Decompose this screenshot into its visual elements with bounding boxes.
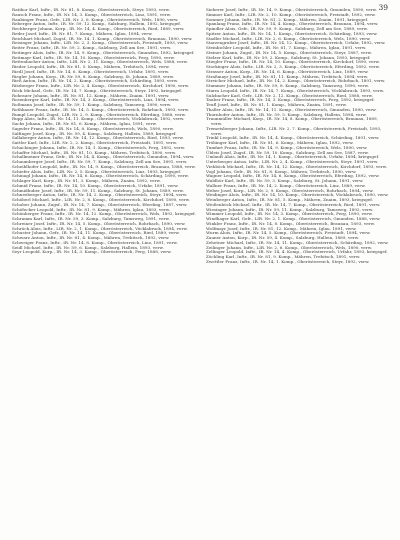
list-entry: Wimmer Leopold, Inftr., IR. Nr. 14, 3. Komp., Oberösterreich, Perg, 1890, verw. — [206, 211, 373, 217]
list-entry: Ratibor Karl, Inftr., IR. Nr. 81, 8. Komp., Oberösterreich, Steyr, 1893, verw. — [12, 8, 170, 12]
list-entry: Steiner Johann, Zugsf., IR. Nr. 14, 5. Komp., Oberösterreich, Steyr, 1887, verw. — [206, 49, 372, 55]
list-entry: Zehetner Michael, Inftr., IR. Nr. 14, 11. Komp., Oberösterreich, Schärding, 1892, verw. — [206, 239, 389, 245]
list-entry: Sommer Johann, Inftr., IR. Nr. 81, 2. Komp., Mähren, Znaim, 1891, kriegsgef. — [206, 16, 369, 22]
list-entry: Reberger Anton, Inftr., IR. Nr. 59, 12. Komp., Salzburg, Hallein, 1892, kriegsgef. — [12, 21, 182, 27]
list-entry: Stiegler Franz, Inftr., IR. Nr. 14, 10. Komp., Oberösterreich, Kirchdorf, 1890, verw. — [206, 59, 380, 65]
list-entry: Zellinger Leopold, Inftr., IR. Nr. 14, 4. Komp., Oberösterreich, Urfahr, 1893, kriegsgef. — [206, 249, 388, 255]
list-entry: Sulzbacher Karl, Gefr., LIR. Nr. 2, 12. Komp., Oberösterreich, Ried, 1888, verw. — [206, 92, 373, 98]
list-entry: Salfinger Josef, Korp., IR. Nr. 59, 4. Komp., Salzburg, Hallein, 1889, kriegsgef. — [12, 130, 177, 136]
list-entry: Schöberl Michael, Inftr., LIR. Nr. 2, 8. Komp., Oberösterreich, Kirchdorf, 1890, verw. — [12, 197, 190, 202]
list-entry: Schramm Karl, Inftr., IR. Nr. 59, 3. Komp., Salzburg, Tamsweg, 1891, verw. — [12, 216, 170, 221]
list-entry: Zwettler Franz, Inftr., IR. Nr. 14, 1. Komp., Oberösterreich, Steyr, 1892, verw. — [206, 258, 370, 264]
list-entry: Rechberger Johann, Korp., IR. Nr. 14, 4. Komp., Oberösterreich, Ried, 1889, verw. — [12, 26, 185, 31]
list-entry: Sallaberger Anton, Inftr., IR. Nr. 14, 12. Komp., Oberösterreich, Ried, 1893, verw. — [12, 135, 184, 141]
page-number: 39 — [378, 3, 388, 12]
list-entry: Umlauft Alois, Inftr., IR. Nr. 14, 1. Komp., Oberösterreich, Urfahr, 1894, kriegsgef. — [206, 154, 380, 160]
list-entry: Thurnhofer Anton, Inftr., IR. Nr. 59, 5. Komp., Salzburg, Hallein, 1894, verw. — [206, 111, 367, 117]
list-entry: Reder Josef, Inftr., IR. Nr. 81, 7. Komp., Mähren, Iglau, 1894, verw. — [12, 30, 153, 36]
list-entry: Schiefer Alois, Inftr., LIR. Nr. 2, 5. Komp., Oberösterreich, Linz, 1893, kriegsgef. — [12, 168, 182, 174]
list-entry: Weinberger Anton, Inftr., IR. Nr. 81, 5. Komp., Mähren, Znaim, 1893, kriegsgef. — [206, 197, 373, 202]
list-entry: Ritzberger Franz, Inftr., LIR. Nr. 2, 4. Komp., Oberösterreich, Kirchdorf, 1890, verw. — [12, 83, 190, 88]
list-entry: Riedl Josef, Inftr., IR. Nr. 14, 6. Komp., Oberösterreich, Urfahr, 1891, verw. — [12, 68, 170, 74]
list-entry: Waldhör Karl, Inftr., IR. Nr. 59, 3. Komp., Salzburg, St. Johann, 1891, verw. — [206, 178, 364, 183]
list-entry: Reichhart Michael, Zugsf., IR. Nr. 14, 1. Komp., Oberösterreich, Braunau, 1890, verw. — [12, 35, 193, 41]
list-entry: Schmidhuber Josef, Inftr., IR. Nr. 59, 11. Komp., Salzburg, St. Johann, 1889, verw. — [12, 187, 184, 193]
list-entry: Spindler Alois, Gefr., IR. Nr. 59, 9. Komp., Salzburg, Zell am See, 1889, verw. — [206, 26, 368, 31]
list-entry: Roßmann Josef, Inftr., IR. Nr. 59, 1. Komp., Salzburg, Tamsweg, 1890, verw. — [12, 102, 172, 107]
list-entry: Wagner Leopold, Inftr., IR. Nr. 14, 6. Komp., Oberösterreich, Eferding, 1892, verw. — [206, 173, 380, 179]
list-entry: Weidinger Alois, Inftr., IR. Nr. 14, 10. Komp., Oberösterreich, Vöcklabruck, 1890, verw. — [206, 192, 389, 198]
list-entry: Wiesinger Johann, Inftr., IR. Nr. 59, 11. Komp., Salzburg, Tamsweg, 1892, verw. — [206, 206, 374, 212]
list-entry: Tremetsberger Johann, Inftr., LIR. Nr. 2, 7. Komp., Oberösterreich, Freistadt, 1893, verw. — [206, 125, 382, 136]
list-entry: Sturm Leopold, Inftr., IR. Nr. 14, 7. Komp., Oberösterreich, Vöcklabruck, 1893, verw. — [206, 87, 385, 93]
list-entry: Tröbinger Karl, Inftr., IR. Nr. 81, 6. Komp., Mähren, Iglau, 1892, verw. — [206, 140, 354, 145]
right-column — [206, 8, 390, 536]
list-entry: Zöchling Karl, Inftr., IR. Nr. 81, 9. Komp., Mähren, Trebitsch, 1891, verw. — [206, 254, 361, 259]
list-entry: Sattler Karl, Inftr., LIR. Nr. 2, 2. Komp., Oberösterreich, Freistadt, 1891, verw. — [12, 140, 178, 145]
list-entry: Zeilinger Johann, Inftr., LIR. Nr. 2, 6. Komp., Oberösterreich, Wels, 1890, verw. — [206, 244, 373, 250]
list-entry: Stummer Johann, Inftr., IR. Nr. 59, 8. Komp., Salzburg, Tamsweg, 1890, verw. — [206, 83, 369, 88]
list-entry: Schweiger Franz, Inftr., IR. Nr. 14, 8. Komp., Oberösterreich, Linz, 1891, verw. — [12, 239, 178, 245]
list-entry: Stelzer Karl, Inftr., IR. Nr. 59, 2. Komp., Salzburg, St. Johann, 1893, kriegsgef. — [206, 54, 371, 60]
list-entry: Wallner Franz, Inftr., IR. Nr. 14, 2. Komp., Oberösterreich, Linz, 1889, verw. — [206, 182, 366, 188]
list-entry: Schmid Franz, Inftr., IR. Nr. 14, 10. Komp., Oberösterreich, Urfahr, 1891, verw. — [12, 182, 179, 188]
list-entry: Stadler Michael, Inftr., LIR. Nr. 2, 6. Komp., Oberösterreich, Wels, 1890, verw. — [206, 35, 371, 41]
list-entry: Winkler Franz, Inftr., IR. Nr. 14, 8. Komp., Oberösterreich, Braunau, 1893, verw. — [206, 220, 376, 226]
text-columns — [12, 6, 390, 536]
list-entry: Röck Michael, Gefr., IR. Nr. 14, 7. Komp., Oberösterreich, Steyr, 1892, kriegsgef. — [12, 87, 183, 93]
list-entry: Übleis Josef, Zugsf., IR. Nr. 59, 10. Komp., Salzburg, Zell am See, 1887, verw. — [206, 149, 369, 155]
list-entry: Schaffer Michael, Inftr., IR. Nr. 81, 10. Komp., Mähren, Trebitsch, 1890, verw. — [12, 149, 177, 155]
list-entry: Wolfmayr Josef, Inftr., IR. Nr. 81, 12. Komp., Mähren, Iglau, 1891, verw. — [206, 225, 357, 231]
list-entry: Reiter Franz, Inftr., IR. Nr. 59, 2. Komp., Salzburg, Zell am See, 1891, verw. — [12, 45, 172, 50]
list-entry: Rausch Franz, Inftr., IR. Nr. 14, 3. Komp., Oberösterreich, Linz, 1891, verw. — [12, 11, 172, 17]
list-entry: Sachs Johann, Inftr., IR. Nr. 81, 6. Komp., Mähren, Iglau, 1891, verw. — [12, 121, 157, 126]
list-entry: Viehböck Michael, Inftr., IR. Nr. 14, 12. Komp., Oberösterreich, Kirchdorf, 1893, verw. — [206, 163, 388, 169]
list-entry: Rothbauer Franz, Inftr., IR. Nr. 14, 5. Komp., Oberösterreich, Rohrbach, 1893, verw. — [12, 106, 190, 112]
list-entry: Steinbichler Leopold, Inftr., IR. Nr. 81, 7. Komp., Mähren, Iglau, 1891, verw. — [206, 45, 367, 50]
list-entry: Vogl Johann, Gefr., IR. Nr. 81, 8. Komp., Mähren, Trebitsch, 1890, verw. — [206, 168, 357, 174]
list-entry: Rieß Anton, Inftr., IR. Nr. 14, 2. Komp., Oberösterreich, Schärding, 1893, verw. — [12, 78, 179, 84]
list-entry: Raubinger Franz, Gefr., LIR. Nr. 2, 6. Komp., Oberösterreich, Wels, 1890, verw. — [12, 16, 179, 22]
list-entry: Weißenböck Michael, Inftr., IR. Nr. 14, 7. Komp., Oberösterreich, Ried, 1891, verw. — [206, 201, 381, 207]
list-entry: Schöfecker Leopold, Inftr., IR. Nr. 81, 9. Komp., Mähren, Iglau, 1893, verw. — [12, 206, 171, 212]
list-entry: Rieder Leopold, Inftr., IR. Nr. 81, 5. Komp., Mähren, Trebitsch, 1894, verw. — [12, 64, 170, 69]
list-entry: Schröck Alois, Inftr., LIR. Nr. 2, 1. Komp., Oberösterreich, Vöcklabruck, 1894, verw. — [12, 225, 188, 231]
list-entry: Wurm Alois, Inftr., IR. Nr. 14, 5. Komp., Oberösterreich, Freistadt, 1894, verw. — [206, 230, 371, 236]
list-entry: Weber Josef, Korp., LIR. Nr. 2, 9. Komp., Oberösterreich, Rohrbach, 1894, verw. — [206, 187, 374, 193]
list-entry: Starzengruber Josef, Inftr., IR. Nr. 14, 12. Komp., Oberösterreich, Urfahr, 1892, verw. — [206, 40, 386, 46]
list-entry: Rohrauer Johann, Inftr., IR. Nr. 81, 12. Komp., Mähren, Znaim, 1891, verw. — [12, 92, 170, 98]
list-entry: Tumfart Franz, Inftr., IR. Nr. 14, 9. Komp., Oberösterreich, Wels, 1890, verw. — [206, 144, 368, 150]
list-entry: Simmer Karl, Inftr., LIR. Nr. 2, 10. Komp., Oberösterreich, Freistadt, 1892, verw. — [206, 11, 376, 17]
list-entry: Windhager Karl, Gefr., LIR. Nr. 2, 1. Komp., Oberösterreich, Gmunden, 1888, verw. — [206, 216, 381, 221]
list-entry: Stockinger Alois, Inftr., LIR. Nr. 2, 3. Komp., Oberösterreich, Eferding, 1892, verw. — [206, 64, 381, 69]
list-entry: Schachinger Johann, Inftr., IR. Nr. 14, 1. Komp., Oberösterreich, Perg, 1892, verw. — [12, 144, 186, 150]
list-entry: Rumpl Leopold, Zugsf., LIR. Nr. 2, 9. Komp., Oberösterreich, Eferding, 1888, verw. — [12, 111, 186, 117]
list-entry: Zauner Anton, Korp., IR. Nr. 59, 4. Komp., Salzburg, Hallein, 1889, verw. — [206, 235, 360, 240]
list-entry: Seyr Leopold, Korp., IR. Nr. 14, 3. Komp., Oberösterreich, Perg, 1888, verw. — [12, 249, 172, 255]
list-entry: Schuster Johann, Gefr., IR. Nr. 14, 11. Komp., Oberösterreich, Ried, 1889, verw. — [12, 230, 180, 236]
left-column — [12, 8, 196, 536]
list-entry: Schinagl Johann, Inftr., IR. Nr. 14, 6. Komp., Oberösterreich, Schärding, 1890, verw. — [12, 173, 189, 179]
list-entry: Rosenberger Karl, Inftr., IR. Nr. 14, 3. Komp., Oberösterreich, Linz, 1894, verw. — [12, 97, 180, 103]
list-entry: Rettenbacher Anton, Inftr., LIR. Nr. 2, 11. Komp., Oberösterreich, Wels, 1888, verw. — [12, 59, 189, 65]
list-entry: Traunmüller Michael, Korp., IR. Nr. 14, 8. Komp., Oberösterreich, Braunau, 1889, verw. — [206, 116, 378, 126]
list-entry: Sageder Franz, Inftr., IR. Nr. 14, 8. Komp., Oberösterreich, Wels, 1890, verw. — [12, 125, 174, 131]
list-entry: Sieberer Josef, Inftr., IR. Nr. 14, 9. Komp., Oberösterreich, Gmunden, 1890, verw. — [206, 8, 378, 12]
list-entry: Teufl Josef, Inftr., IR. Nr. 81, 1. Komp., Mähren, Znaim, 1891, verw. — [206, 102, 347, 107]
list-entry: Trinkl Leopold, Inftr., IR. Nr. 14, 4. Komp., Oberösterreich, Schärding, 1891, verw. — [206, 135, 380, 141]
list-entry: Reitinger Alois, Inftr., IR. Nr. 14, 9. Komp., Oberösterreich, Gmunden, 1892, kriegsgef. — [12, 49, 195, 55]
list-entry: Schaumberger Josef, Inftr., IR. Nr. 59, 7. Komp., Salzburg, Zell am See, 1891, verw. — [12, 159, 188, 164]
list-entry: Spitzer Anton, Inftr., IR. Nr. 14, 1. Komp., Oberösterreich, Schärding, 1893, verw. — [206, 30, 378, 36]
list-entry: Unterberger Anton, Inftr., LIR. Nr. 2, 4. Komp., Oberösterreich, Steyr, 1891, verw. — [206, 159, 379, 164]
list-entry: Reisinger Johann, Inftr., LIR. Nr. 2, 3. Komp., Oberösterreich, Freistadt, 1893, verw. — [12, 40, 189, 46]
list-entry: Schober Johann, Zugsf., IR. Nr. 14, 7. Komp., Oberösterreich, Eferding, 1887, verw. — [12, 201, 188, 207]
list-entry: Schönberger Franz, Inftr., IR. Nr. 14, 12. Komp., Oberösterreich, Wels, 1892, kriegsgef. — [12, 211, 196, 217]
list-entry: Strasser Anton, Korp., IR. Nr. 14, 6. Komp., Oberösterreich, Linz, 1889, verw. — [206, 68, 369, 74]
list-entry: Straßmayr Josef, Inftr., IR. Nr. 81, 11. Komp., Mähren, Trebitsch, 1894, verw. — [206, 73, 369, 79]
list-entry: Rupp Alois, Inftr., IR. Nr. 14, 11. Komp., Oberösterreich, Vöcklabruck, 1892, verw. — [12, 116, 185, 122]
list-entry: Tauber Franz, Inftr., IR. Nr. 14, 3. Komp., Oberösterreich, Perg, 1892, kriegsgef. — [206, 97, 375, 103]
list-entry: Spanlang Franz, Inftr., IR. Nr. 14, 4. Komp., Oberösterreich, Braunau, 1894, verw. — [206, 21, 379, 27]
list-entry: Scheiblhofer Leopold, Inftr., IR. Nr. 14, 9. Komp., Oberösterreich, Braunau, 1888, verw. — [12, 163, 196, 169]
list-entry: Schneeberger Anton, Inftr., IR. Nr. 14, 2. Komp., Oberösterreich, Steyr, 1894, verw. — [12, 192, 188, 198]
list-entry: Seidl Michael, Inftr., IR. Nr. 59, 6. Komp., Salzburg, Hallein, 1893, verw. — [12, 244, 164, 250]
list-entry: Schwarz Anton, Inftr., IR. Nr. 81, 4. Komp., Mähren, Trebitsch, 1892, verw. — [12, 235, 170, 240]
list-entry: Riegler Johann, Korp., IR. Nr. 59, 8. Komp., Salzburg, St. Johann, 1889, verw. — [12, 73, 175, 79]
list-entry: Schallmeiner Franz, Gefr., IR. Nr. 14, 4. Komp., Oberösterreich, Gmunden, 1894, verw. — [12, 154, 195, 160]
list-entry: Streicher Michael, Inftr., IR. Nr. 14, 2. Komp., Oberösterreich, Rohrbach, 1891, verw. — [206, 78, 386, 84]
list-entry: Reitmayr Karl, Inftr., IR. Nr. 14, 10. Komp., Oberösterreich, Perg, 1890, verw. — [12, 54, 175, 60]
list-entry: Thaller Alois, Inftr., IR. Nr. 14, 11. Komp., Oberösterreich, Gmunden, 1890, verw. — [206, 106, 377, 112]
list-entry: Schlager Karl, Korp., IR. Nr. 81, 3. Komp., Mähren, Znaim, 1892, verw. — [12, 178, 161, 183]
list-entry: Schreiner Josef, Inftr., IR. Nr. 14, 5. Komp., Oberösterreich, Rohrbach, 1890, verw. — [12, 220, 186, 226]
